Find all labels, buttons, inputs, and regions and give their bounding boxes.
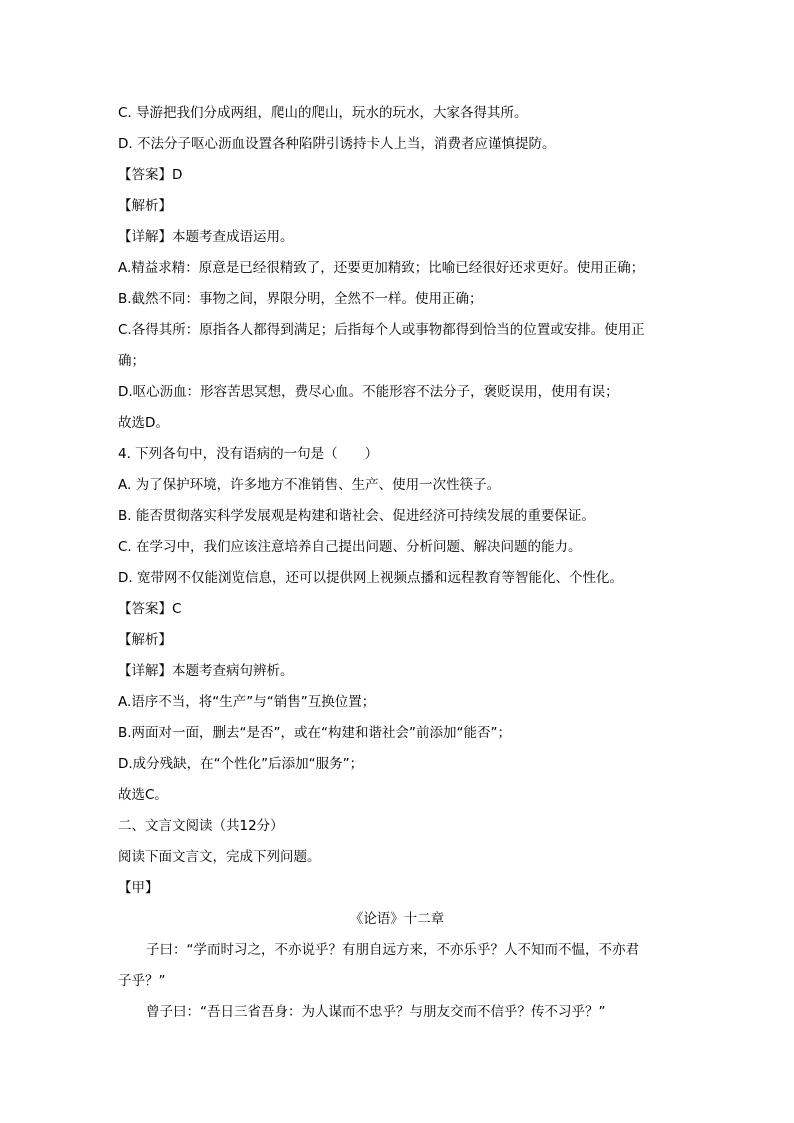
q3-conclusion: 故选D。 (118, 415, 169, 431)
q4-option-a: A. 为了保护环境，许多地方不准销售、生产、使用一次性筷子。 (118, 477, 501, 493)
q3-option-d: D. 不法分子呕心沥血设置各种陷阱引诱持卡人上当，消费者应谨慎提防。 (118, 136, 556, 152)
passage-paragraph: 曾子曰：“吾日三省吾身：为人谋而不忠乎？与朋友交而不信乎？传不习乎？” (146, 1004, 606, 1020)
q4-question: 4. 下列各句中，没有语病的一句是（ ） (118, 446, 379, 462)
q4-option-c: C. 在学习中，我们应该注意培养自己提出问题、分析问题、解决问题的能力。 (118, 539, 582, 555)
passage-paragraph-continued: 子乎？” (118, 973, 166, 989)
q3-explanation: B.截然不同：事物之间，界限分明，全然不一样。使用正确； (118, 291, 483, 307)
q4-explanation: B.两面对一面，删去“是否”，或在“构建和谐社会”前添加“能否”； (118, 725, 512, 741)
q3-option-c: C. 导游把我们分成两组，爬山的爬山，玩水的玩水，大家各得其所。 (118, 105, 528, 121)
q4-explanation: D.成分残缺，在“个性化”后添加“服务”； (118, 756, 364, 772)
q3-answer: 【答案】D (118, 167, 183, 183)
q3-explanation: 确； (118, 353, 145, 369)
section-instruction: 阅读下面文言文，完成下列问题。 (118, 849, 321, 865)
q4-option-b: B. 能否贯彻落实科学发展观是构建和谐社会、促进经济可持续发展的重要保证。 (118, 508, 595, 524)
document-page (118, 98, 688, 1028)
q3-explanation: A.精益求精：原意是已经很精致了，还要更加精致；比喻已经很好还求更好。使用正确； (118, 260, 645, 276)
passage-paragraph: 子曰：“学而时习之，不亦说乎？有朋自远方来，不亦乐乎？人不知而不愠，不亦君 (146, 942, 639, 958)
section-heading: 二、文言文阅读（共12分） (118, 818, 284, 834)
q3-explanation: C.各得其所：原指各人都得到满足；后指每个人或事物都得到恰当的位置或安排。使用正 (118, 322, 645, 338)
q4-conclusion: 故选C。 (118, 787, 168, 803)
q3-analysis-heading: 【解析】 (118, 198, 172, 214)
passage-title: 《论语》十二章 (349, 911, 445, 927)
q4-explanation: A.语序不当，将“生产”与“销售”互换位置； (118, 694, 376, 710)
q4-detail: 【详解】本题考查病句辨析。 (118, 663, 294, 679)
q3-detail: 【详解】本题考查成语运用。 (118, 229, 294, 245)
q4-analysis-heading: 【解析】 (118, 632, 172, 648)
part-label: 【甲】 (118, 880, 159, 896)
q3-explanation: D.呕心沥血：形容苦思冥想，费尽心血。不能形容不法分子，褒贬误用，使用有误； (118, 384, 619, 400)
q4-answer: 【答案】C (118, 601, 182, 617)
q4-option-d: D. 宽带网不仅能浏览信息，还可以提供网上视频点播和远程教育等智能化、个性化。 (118, 570, 623, 586)
